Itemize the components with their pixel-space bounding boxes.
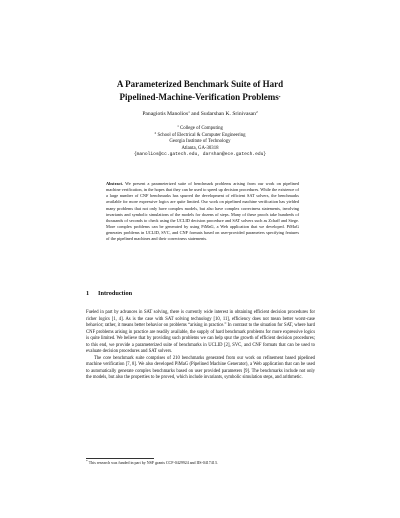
affiliation-line-2 (0, 130, 400, 140)
author-emails: {manolios@cc.gatech.edu, darshan@ece.gatech.edu} (133, 152, 267, 158)
section-heading (86, 290, 132, 297)
affiliation-2-text: School of Electrical & Computer Engineering (157, 132, 246, 138)
affiliation-line-1 (0, 126, 400, 133)
title-line-1: A Parameterized Benchmark Suite of Hard (116, 79, 284, 89)
affiliation-1-text: College of Computing (180, 126, 223, 131)
abstract-text: We present a parameterized suite of benchmark problems arising from our work on pipelined machine verification, in the hopes that they can be used to speed up decision procedures. While the existence of a large number of CNF benchmarks has spurred the development of efficient SAT solvers, the benchmarks available for more expressive logics are quite limited. Our work on pipelined machine verification has yielded many problems that not only have complex models, but also have complex correctness statements, involving invariants and symbolic simulations of the models for dozens of steps. Many of these proofs take hundreds of thousands of seconds to check using the UCLID decision procedure and SAT solvers such as Zchaff and Siege. More complex problems can be generated by using PiMaG, a Web application that we developed. PiMaG generates problems in UCLID, SVC, and CNF formats based on user-provided parameters specifying features of the pipelined machines and their correctness statements. (106, 181, 299, 242)
affiliations (0, 126, 400, 159)
author-2: Sudarshan K. Srinivasan (200, 111, 256, 117)
section-title: Introduction (98, 290, 133, 297)
author-conjunction: and (189, 111, 201, 117)
title-footnote-mark: * (278, 94, 281, 99)
abstract (106, 181, 299, 243)
author-2-mark: 2 (255, 110, 258, 114)
abstract-label: Abstract. (106, 181, 124, 186)
title-line-2-text: Pipelined-Machine-Verification Problems (119, 91, 279, 102)
author-1: Panagiotis Manolios (142, 111, 189, 117)
affiliation-1-mark: 1 (177, 124, 179, 128)
footnote-rule (86, 458, 154, 459)
footnote-text: This research was funded in part by NSF grants CCF-0429924 and IIS-0417413. (88, 460, 218, 465)
author-1-mark: 1 (188, 110, 190, 114)
paragraph-1: Fueled in part by advances in SAT solving, there is currently wide interest in obtaining efficient decision procedures for richer logics [1, 4]. As is the case with SAT solving technology [10, 11], efficiency does not mean better worst-case behavior; rather, it means better behavior on problems “arising in practice.” In contrast to the situation for SAT, where hard CNF problems arising in practice are readily available, the supply of hard benchmark problems for more expressive logics is quite limited. We believe that by providing such problems we can help spur the growth of efficient decision procedures; to this end, we provide a parameterized suite of benchmarks in UCLID [2], SVC, and CNF formats that can be used to evaluate decision procedures and SAT solvers. (86, 310, 315, 355)
section-body (86, 310, 315, 382)
affiliation-2-mark: 2 (154, 130, 157, 135)
author-list (0, 111, 400, 117)
footnote-mark: * (86, 459, 88, 463)
section-number: 1 (86, 290, 90, 297)
footnote (86, 460, 218, 465)
title-line-2 (0, 91, 400, 104)
affiliation-line-4: Atlanta, GA-30318 (181, 145, 219, 151)
affiliation-line-3: Georgia Institute of Technology (169, 139, 231, 145)
paper-title (0, 78, 400, 103)
paragraph-2: The core benchmark suite comprises of 210 benchmarks generated from our work on refinement based pipelined machine verification [7, 8]. We also developed PiMaG (Pipelined Machine Generator), a Web application that can be used to automatically generate complex benchmarks based on user provided parameters [9]. The benchmarks include not only the models, but also the properties to be proved, which include invariants, symbolic simulation steps, and arithmetic. (86, 355, 315, 381)
